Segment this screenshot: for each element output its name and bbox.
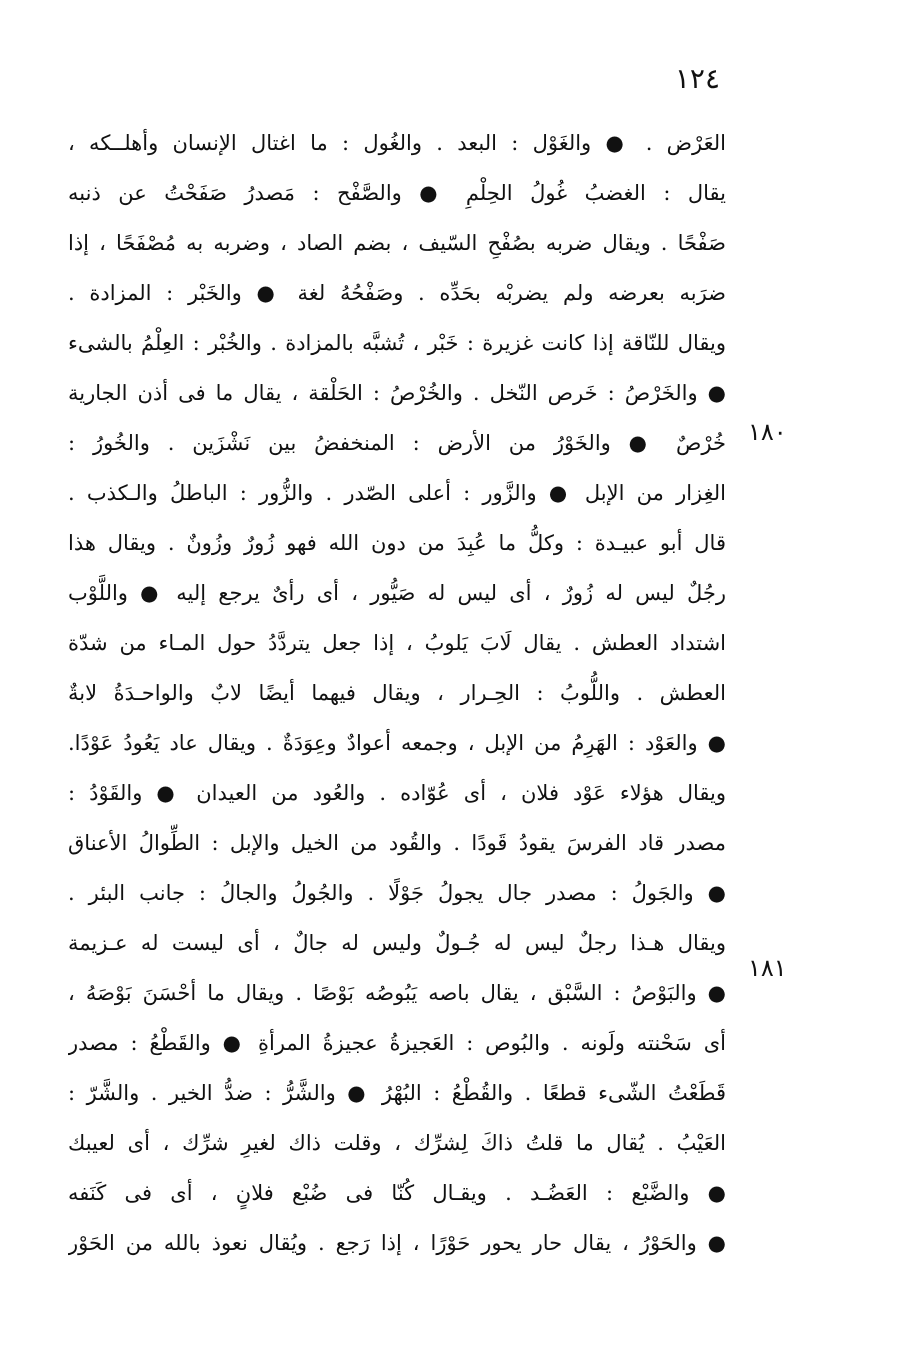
text-line: صَفْحًا . ويقال ضربه بصُفْحِ السّيف ، بضم الصاد ، وضربه به مُصْفَحًا ، إذا xyxy=(68,231,726,255)
text-line: العَرْض . ● والغَوْل : البعد . والغُول : ما اغتال الإنسان وأهلــكه ، xyxy=(68,131,726,155)
text-line: العطش . واللُّوبُ : الحِـرار ، ويقال فيهما أيضًا لابٌ والواحـدَةُ لابةٌ xyxy=(68,681,726,705)
text-line: ويقال للنّاقة إذا كانت غزيرة : خَبْر ، تُشبَّه بالمزادة . والخُبْر : العِلْمُ بالشىء xyxy=(68,331,726,355)
text-line: يقال : الغضبُ غُولُ الحِلْمِ ● والصَّفْح : مَصدرُ صَفَحْتُ عن ذنبه xyxy=(68,181,726,205)
marginal-line-number: ١٨٠ xyxy=(748,418,787,446)
text-line: ● والبَوْصُ : السَّبْق ، يقال باصه يَبُوصُه بَوْصًا . ويقال ما أحْسَنَ بَوْصَهُ ، xyxy=(68,981,726,1005)
text-line: ضرَبه بعرضه ولم يضربْه بحَدِّه . وصَفْحُهُ لغة ● والخَبْر : المزادة . xyxy=(68,281,726,305)
text-line: اشتداد العطش . يقال لَابَ يَلوبُ ، إذا جعل يتردَّدُ حول المـاء من شدّة xyxy=(68,631,726,655)
text-line: العَيْبُ . يُقال ما قلتُ ذاكَ لِشرِّك ، وقلت ذاك لغيرِ شرِّك ، أى لعيبك xyxy=(68,1131,726,1155)
text-line: أى سَحْنته ولَونه . والبُوص : العَجيزةُ عجيزةُ المرأةِ ● والقَطْعُ : مصدر xyxy=(68,1031,726,1055)
text-line: ● والخَرْصُ : خَرص النّخل . والخُرْصُ : الحَلْقة ، يقال ما فى أذن الجارية xyxy=(68,381,726,405)
text-line: مصدر قاد الفرسَ يقودُ قَودًا . والقُود من الخيل والإبل : الطِّوالُ الأعناق xyxy=(68,831,726,855)
text-line: ويقال هؤلاء عَوْد فلان ، أى عُوّاده . والعُود من العيدان ● والقَوْدُ : xyxy=(68,781,726,805)
text-line: ● والجَولُ : مصدر جال يجولُ جَوْلًا . والجُولُ والجالُ : جانب البئر . xyxy=(68,881,726,905)
page-number: ١٢٤ xyxy=(674,62,720,95)
text-line: قال أبو عبيـدة : وكلُّ ما عُبِدَ من دون الله فهو زُورٌ وزُونٌ . ويقال هذا xyxy=(68,531,726,555)
text-line: الغِزار من الإبل ● والزَّور : أعلى الصّدر . والزُّور : الباطلُ والـكذب . xyxy=(68,481,726,505)
text-line: خُرْصٌ ● والخَوْرُ من الأرض : المنخفضُ بين نَشْزَين . والخُورُ : xyxy=(68,431,726,455)
text-line: ● والضَّبْع : العَضُـد . ويقـال كُنّا فى ضُبْع فلانٍ ، أى فى كَنَفه xyxy=(68,1181,726,1205)
text-line: ● والحَوْرُ ، يقال حار يحور حَوْرًا ، إذا رَجع . ويُقال نعوذ بالله من الحَوْر xyxy=(68,1231,726,1255)
text-line: ● والعَوْد : الهَرِمُ من الإبل ، وجمعه أعوادٌ وعِوَدَةٌ . ويقال عاد يَعُودُ عَوْدًا. xyxy=(68,731,726,755)
marginal-line-number: ١٨١ xyxy=(748,954,787,982)
text-line: رجُلٌ ليس له زُورٌ ، أى ليس له صَيُّور ، أى رأىٌ يرجع إليه ● واللَّوْب xyxy=(68,581,726,605)
text-line: قَطَعْتُ الشّىء قطعًا . والقُطْعُ : البُهْرُ ● والشَّرُّ : ضدُّ الخير . والشَّرّ : xyxy=(68,1081,726,1105)
text-line: ويقال هـذا رجلٌ ليس له جُـولٌ وليس له جالٌ ، أى ليست له عـزيمة xyxy=(68,931,726,955)
body-text xyxy=(68,118,726,1268)
